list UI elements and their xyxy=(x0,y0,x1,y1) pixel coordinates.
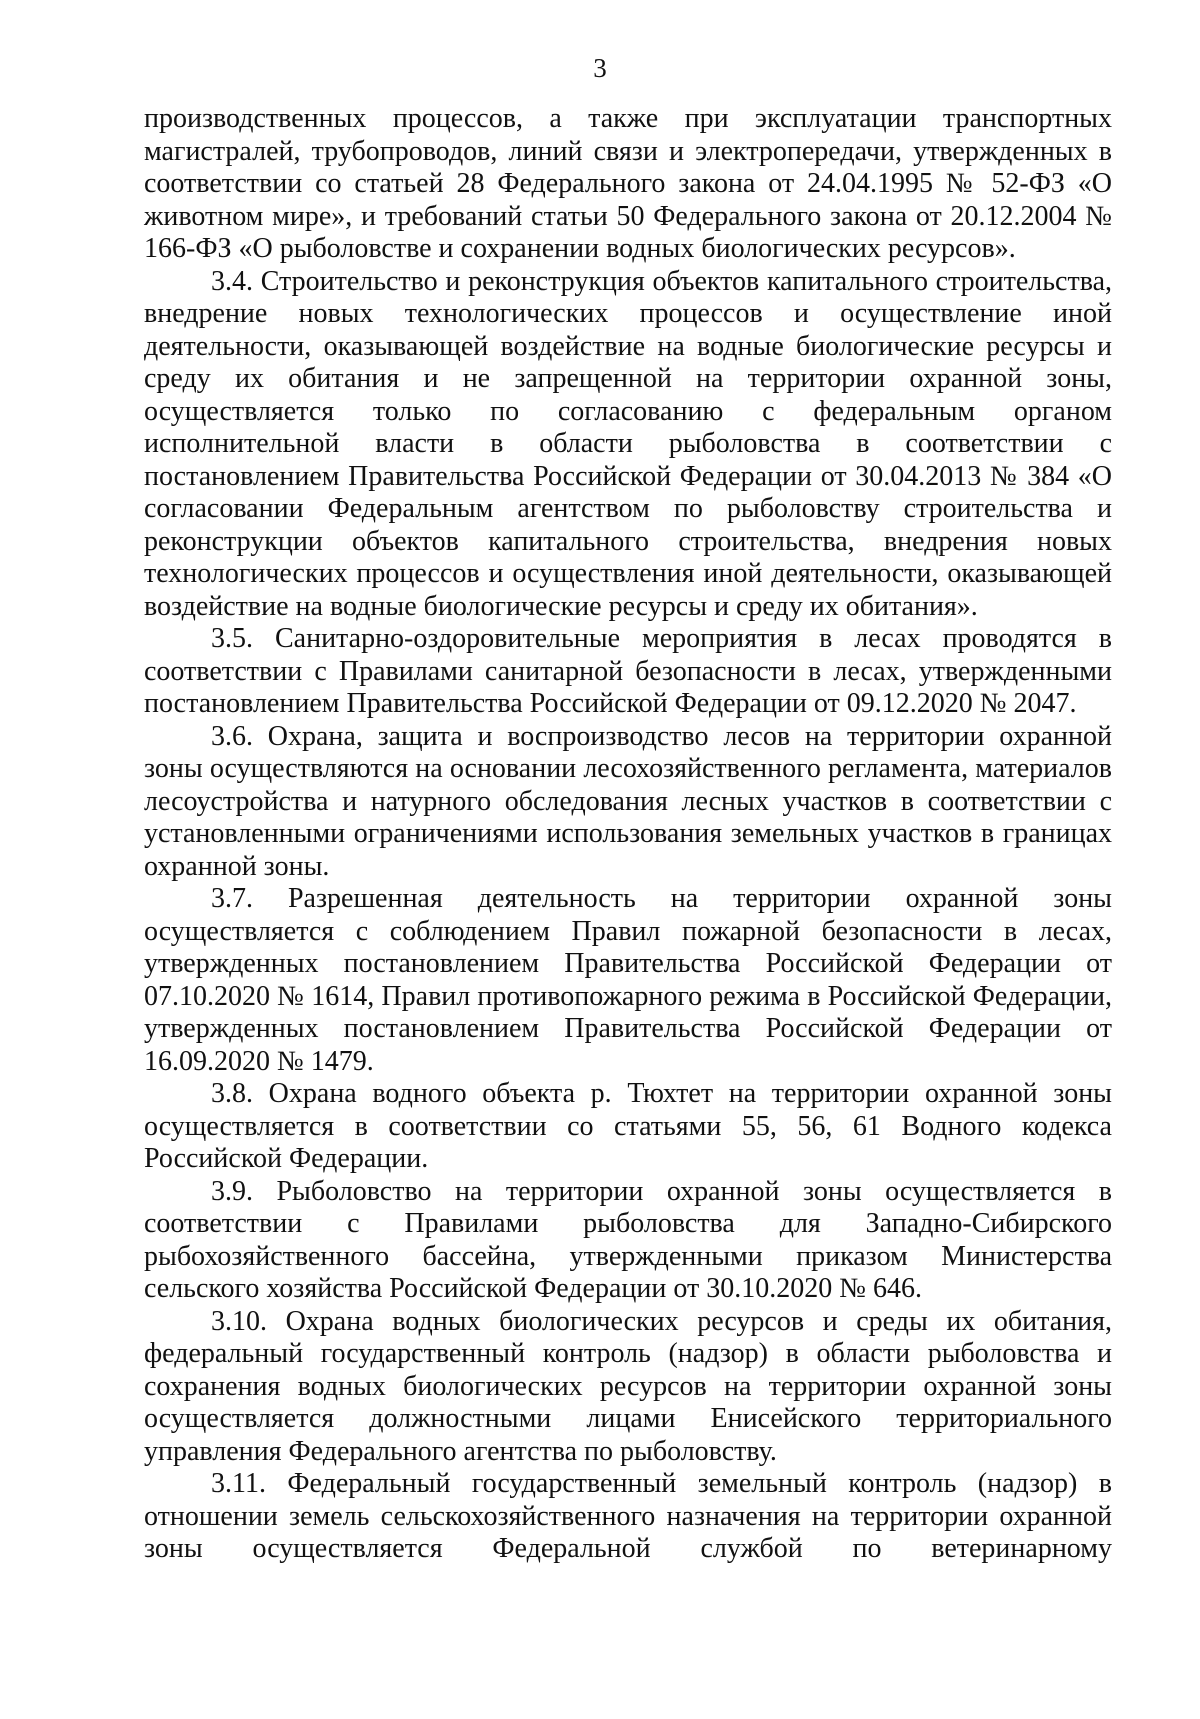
paragraph-3-3-continuation: производственных процессов, а также при эксплуатации транспортных магистралей, трубопроводов, линий связи и электропередачи, утвержденных в соответствии со статьей 28 Федерального закона от 24.04.1995 № 52-ФЗ «О животном мире», и требований статьи 50 Федерального закона от 20.12.2004 № 166-ФЗ «О рыболовстве и сохранении водных биологических ресурсов». xyxy=(144,103,1112,264)
document-body xyxy=(144,103,1112,1566)
paragraph-3-5: 3.5. Санитарно-оздоровительные мероприятия в лесах проводятся в соответствии с Правилами санитарной безопасности в лесах, утвержденными постановлением Правительства Российской Федерации от 09.12.2020 № 2047. xyxy=(144,623,1112,719)
paragraph-3-8: 3.8. Охрана водного объекта р. Тюхтет на территории охранной зоны осуществляется в соответствии со статьями 55, 56, 61 Водного кодекса Российской Федерации. xyxy=(144,1078,1112,1174)
paragraph-3-6: 3.6. Охрана, защита и воспроизводство лесов на территории охранной зоны осуществляются на основании лесохозяйственного регламента, материалов лесоустройства и натурного обследования лесных участков в соответствии с установленными ограничениями использования земельных участков в границах охранной зоны. xyxy=(144,720,1112,882)
paragraph-3-7: 3.7. Разрешенная деятельность на территории охранной зоны осуществляется с соблюдением Правил пожарной безопасности в лесах, утвержденных постановлением Правительства Российской Федерации от 07.10.2020 № 1614, Правил противопожарного режима в Российской Федерации, утвержденных постановлением Правительства Российской Федерации от 16.09.2020 № 1479. xyxy=(144,883,1112,1077)
paragraph-3-10: 3.10. Охрана водных биологических ресурсов и среды их обитания, федеральный государственный контроль (надзор) в области рыболовства и сохранения водных биологических ресурсов на территории охранной зоны осуществляется должностными лицами Енисейского территориального управления Федерального агентства по рыболовству. xyxy=(144,1305,1112,1467)
paragraph-3-11: 3.11. Федеральный государственный земельный контроль (надзор) в отношении земель сельскохозяйственного назначения на территории охранной зоны осуществляется Федеральной службой по ветеринарному xyxy=(144,1468,1112,1564)
page-number: 3 xyxy=(593,53,607,83)
paragraph-3-9: 3.9. Рыболовство на территории охранной зоны осуществляется в соответствии с Правилами рыболовства для Западно-Сибирского рыбохозяйственного бассейна, утвержденными приказом Министерства сельского хозяйства Российской Федерации от 30.10.2020 № 646. xyxy=(144,1175,1112,1304)
paragraph-3-4: 3.4. Строительство и реконструкция объектов капитального строительства, внедрение новых технологических процессов и осуществление иной деятельности, оказывающей воздействие на водные биологические ресурсы и среду их обитания и не запрещенной на территории охранной зоны, осуществляется только по согласованию с федеральным органом исполнительной власти в области рыболовства в соответствии с постановлением Правительства Российской Федерации от 30.04.2013 № 384 «О согласовании Федеральным агентством по рыболовству строительства и реконструкции объектов капитального строительства, внедрения новых технологических процессов и осуществления иной деятельности, оказывающей воздействие на водные биологические ресурсы и среду их обитания». xyxy=(144,265,1112,622)
